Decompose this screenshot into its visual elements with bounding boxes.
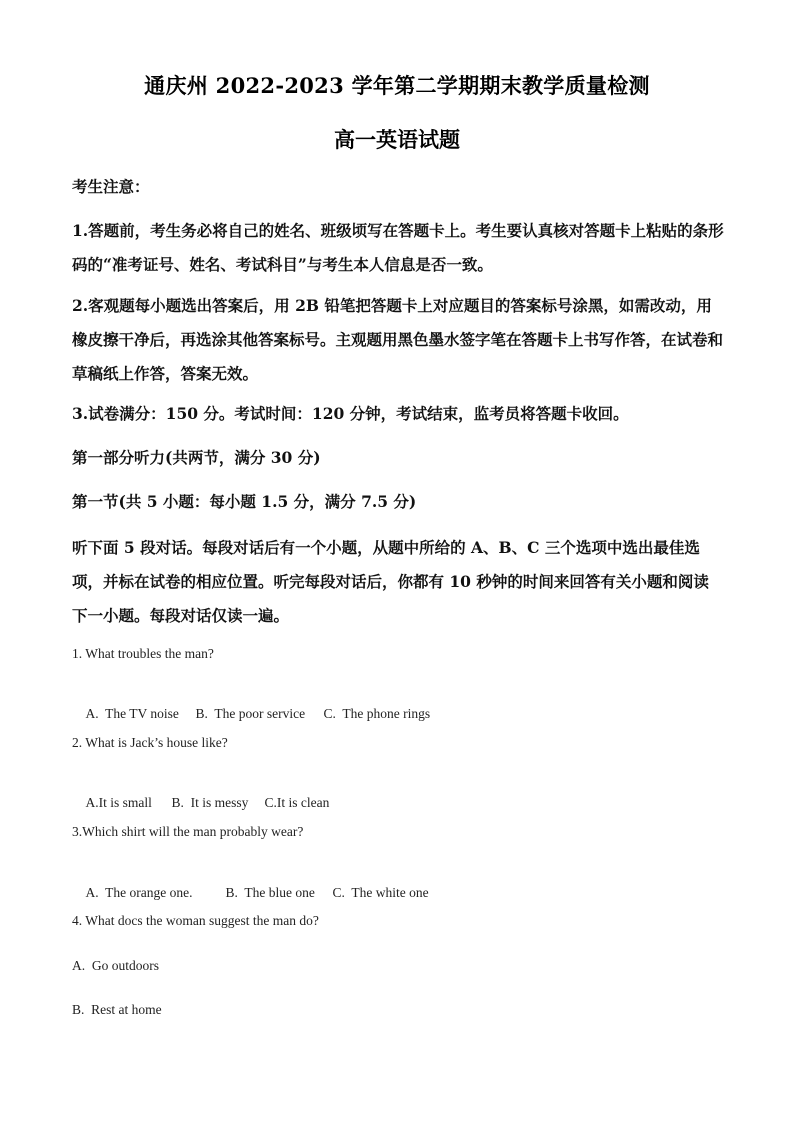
question-2-options <box>72 779 329 827</box>
question-3-stem: 3.Which shirt will the man probably wear? <box>72 824 304 839</box>
question-1-options <box>72 690 430 738</box>
question-3-option-a: A. The orange one. <box>85 885 193 900</box>
note-item-3: 3.试卷满分：150 分。考试时间：120 分钟，考试结束，监考员将答题卡收回。 <box>72 404 629 423</box>
question-3-options <box>72 869 429 917</box>
question-1-option-c: C. The phone rings <box>323 706 431 721</box>
question-2-option-a: A.It is small <box>85 795 152 810</box>
notes-heading: 考生注意： <box>72 177 150 196</box>
question-1-option-b: B. The poor service <box>195 706 306 721</box>
part1-heading: 第一部分听力(共两节，满分 30 分) <box>72 448 321 467</box>
question-1-stem: 1. What troubles the man? <box>72 646 214 661</box>
question-3-option-c: C. The white one <box>332 885 429 900</box>
question-2-option-b: B. It is messy <box>171 795 249 810</box>
question-3-option-b: B. The blue one <box>225 885 315 900</box>
listening-instructions: 听下面 5 段对话。每段对话后有一个小题，从题中所给的 A、B、C 三个选项中选出最佳选项，并标在试卷的相应位置。听完每段对话后，你都有 10 秒钟的时间来回答有关小题和阅读下一小题。每段对话仅读一遍。 <box>72 538 709 625</box>
question-1-option-a: A. The TV noise <box>85 706 179 721</box>
question-2-option-c: C.It is clean <box>264 795 330 810</box>
exam-title: 通庆州 2022-2023 学年第二学期期末教学质量检测 <box>144 73 650 98</box>
exam-subtitle: 高一英语试题 <box>334 127 460 152</box>
section1-heading: 第一节(共 5 小题：每小题 1.5 分，满分 7.5 分) <box>72 492 417 511</box>
question-2-stem: 2. What is Jack’s house like? <box>72 735 228 750</box>
question-4-option-a: A. Go outdoors <box>72 958 159 973</box>
question-4-option-b: B. Rest at home <box>72 1002 162 1017</box>
question-4-stem: 4. What docs the woman suggest the man do? <box>72 913 319 928</box>
note-item-2: 2.客观题每小题选出答案后，用 2B 铅笔把答题卡上对应题目的答案标号涂黑，如需改动，用橡皮擦干净后，再选涂其他答案标号。主观题用黑色墨水签字笔在答题卡上书写作答，在试卷和草稿纸上作答，答案无效。 <box>72 296 724 383</box>
note-item-1: 1.答题前，考生务必将自己的姓名、班级顷写在答题卡上。考生要认真核对答题卡上粘贴的条形码的“准考证号、姓名、考试科目”与考生本人信息是否一致。 <box>72 221 724 274</box>
